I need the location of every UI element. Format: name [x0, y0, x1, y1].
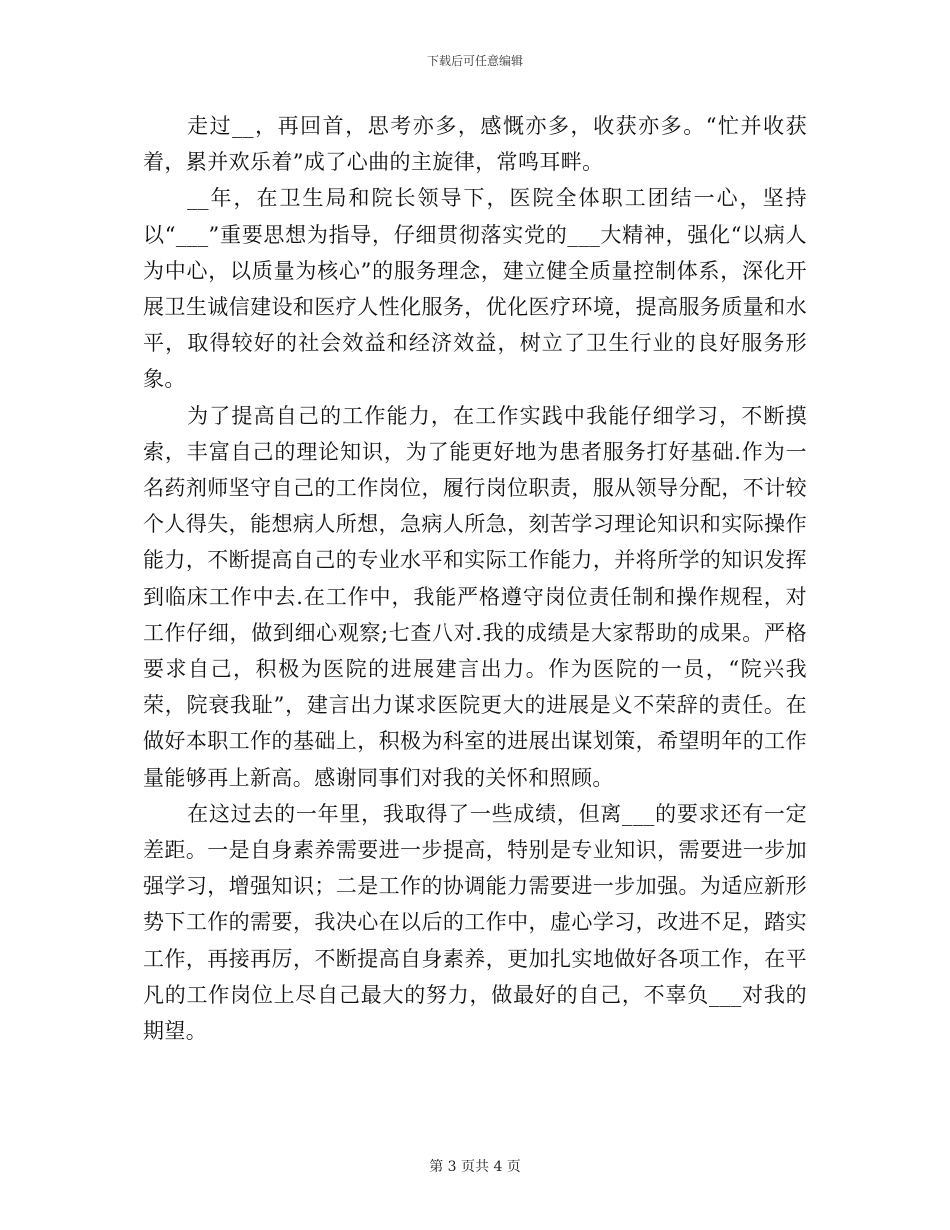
paragraph-3: 为了提高自己的工作能力，在工作实践中我能仔细学习，不断摸索，丰富自己的理论知识，为了能更好地为患者服务打好基础.作为一名药剂师坚守自己的工作岗位，履行岗位职责，服从领导分配，不计较个人得失，能想病人所想，急病人所急，刻苦学习理论知识和实际操作能力，不断提高自己的专业水平和实际工作能力，并将所学的知识发挥到临床工作中去.在工作中，我能严格遵守岗位责任制和操作规程，对工作仔细，做到细心观察;七查八对.我的成绩是大家帮助的成果。严格要求自己，积极为医院的进展建言出力。作为医院的一员，“院兴我荣，院衰我耻”，建言出力谋求医院更大的进展是义不荣辞的责任。在做好本职工作的基础上，积极为科室的进展出谋划策，希望明年的工作量能够再上新高。感谢同事们对我的关怀和照顾。 — [143, 403, 807, 790]
paragraph-2: __年，在卫生局和院长领导下，医院全体职工团结一心，坚持以“___”重要思想为指导，仔细贯彻落实党的___大精神，强化“以病人为中心，以质量为核心”的服务理念，建立健全质量控制体系，深化开展卫生诚信建设和医疗人性化服务，优化医疗环境，提高服务质量和水平，取得较好的社会效益和经济效益，树立了卫生行业的良好服务形象。 — [143, 186, 807, 392]
page-footer: 第 3 页共 4 页 — [429, 1159, 521, 1175]
paragraph-4: 在这过去的一年里，我取得了一些成绩，但离___的要求还有一定差距。一是自身素养需要进一步提高，特别是专业知识，需要进一步加强学习，增强知识；二是工作的协调能力需要进一步加强。为适应新形势下工作的需要，我决心在以后的工作中，虚心学习，改进不足，踏实工作，再接再厉，不断提高自身素养，更加扎实地做好各项工作，在平凡的工作岗位上尽自己最大的努力，做最好的自己，不辜负___对我的期望。 — [143, 801, 807, 1044]
paragraph-1: 走过__，再回首，思考亦多，感慨亦多，收获亦多。“忙并收获着，累并欢乐着”成了心曲的主旋律，常鸣耳畔。 — [143, 114, 807, 175]
document-body — [143, 108, 807, 1049]
page-header: 下载后可任意编辑 — [426, 54, 523, 68]
